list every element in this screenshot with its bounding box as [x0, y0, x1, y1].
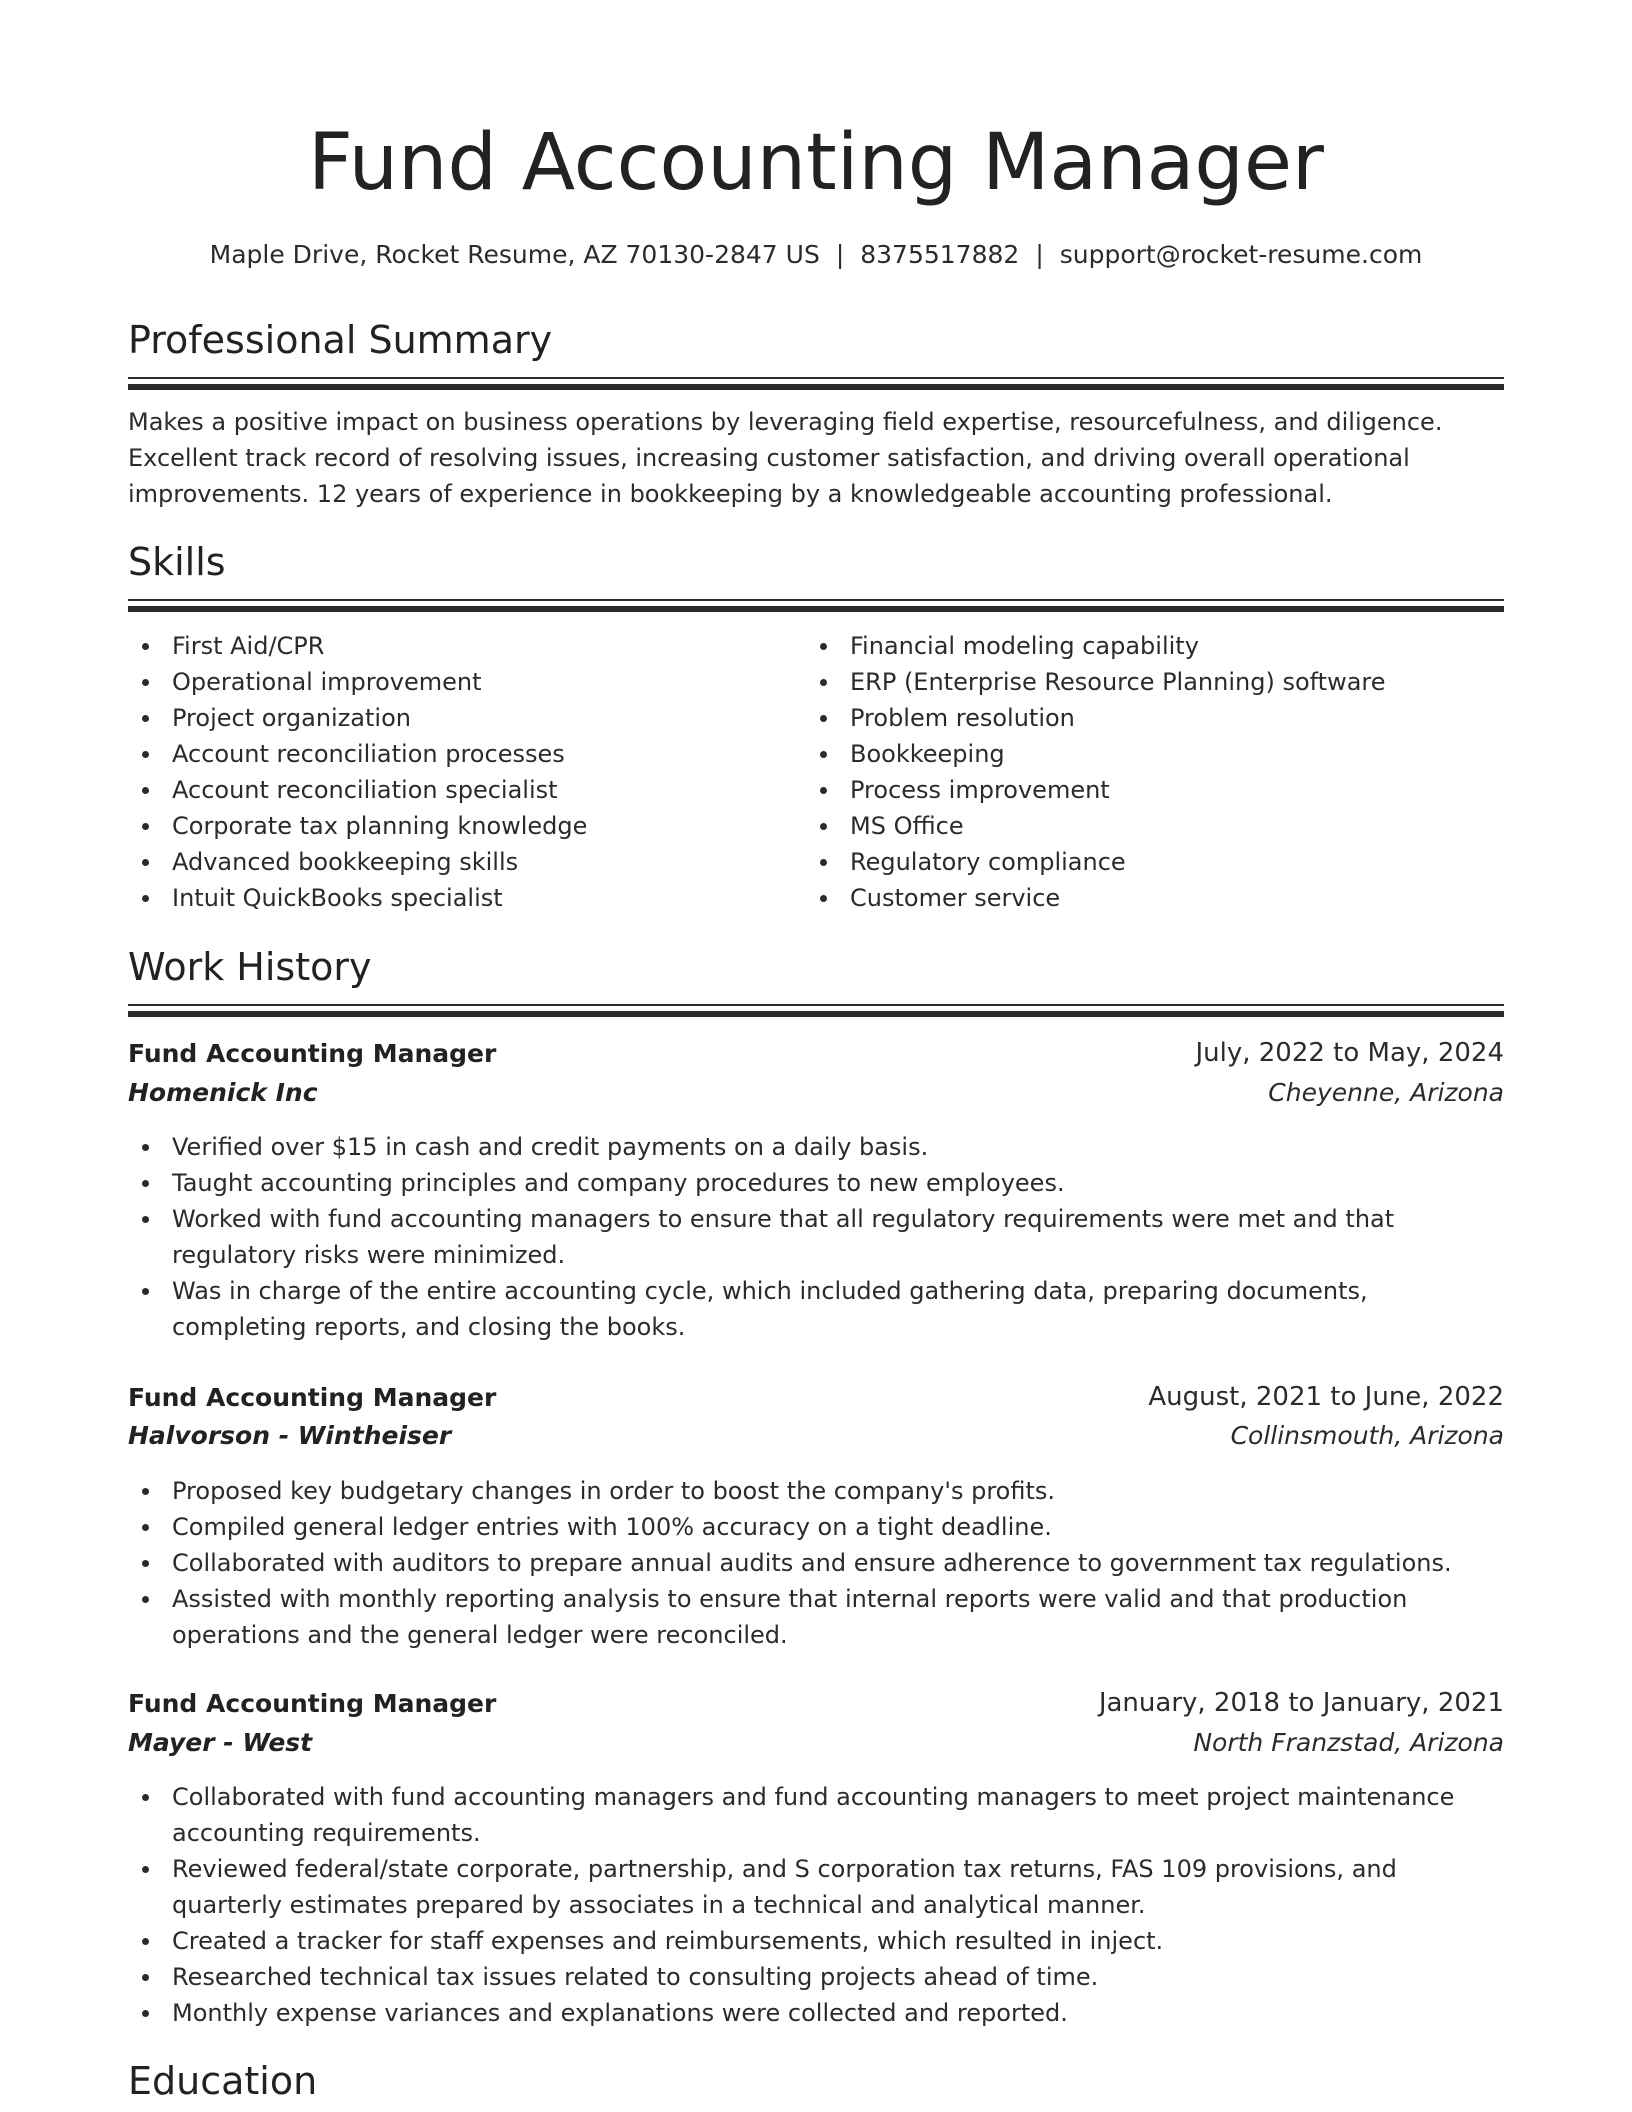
job-bullet: Was in charge of the entire accounting cycle, which included gathering data, preparing documents, completing reports, and closing the books.	[128, 1273, 1504, 1345]
contact-phone: 8375517882	[860, 240, 1020, 269]
job-bullet: Proposed key budgetary changes in order to boost the company's profits.	[128, 1473, 1504, 1509]
skill-item: Corporate tax planning knowledge	[128, 808, 788, 844]
job-bullet: Compiled general ledger entries with 100% accuracy on a tight deadline.	[128, 1509, 1504, 1545]
job-bullet: Researched technical tax issues related to consulting projects ahead of time.	[128, 1959, 1504, 1995]
skill-item: Financial modeling capability	[806, 628, 1466, 664]
job-company: Homenick Inc	[128, 1078, 318, 1107]
section-divider	[128, 599, 1504, 612]
job-bullets	[128, 1779, 1504, 2031]
skill-item: Problem resolution	[806, 700, 1466, 736]
job-location: North Franzstad, Arizona	[1193, 1728, 1504, 1757]
candidate-name: Fund Accounting Manager	[307, 118, 1325, 208]
job-bullet: Verified over $15 in cash and credit payments on a daily basis.	[128, 1129, 1504, 1165]
skill-item: Intuit QuickBooks specialist	[128, 880, 788, 916]
job-bullet: Created a tracker for staff expenses and reimbursements, which resulted in inject.	[128, 1923, 1504, 1959]
skill-item: Account reconciliation specialist	[128, 772, 788, 808]
job-bullet: Taught accounting principles and company procedures to new employees.	[128, 1165, 1504, 1201]
job-location: Cheyenne, Arizona	[1268, 1078, 1504, 1107]
section-title-education: Education	[128, 2059, 318, 2103]
skills-list-right	[806, 628, 1466, 916]
skill-item: First Aid/CPR	[128, 628, 788, 664]
skill-item: Bookkeeping	[806, 736, 1466, 772]
skill-item: ERP (Enterprise Resource Planning) software	[806, 664, 1466, 700]
contact-separator: |	[1035, 240, 1044, 269]
section-divider	[128, 1004, 1504, 1017]
skill-item: Account reconciliation processes	[128, 736, 788, 772]
job-bullet: Collaborated with auditors to prepare annual audits and ensure adherence to government tax regulations.	[128, 1545, 1504, 1581]
job-bullet: Collaborated with fund accounting managers and fund accounting managers to meet project maintenance accounting requirements.	[128, 1779, 1504, 1851]
contact-address: Maple Drive, Rocket Resume, AZ 70130-2847 US	[209, 240, 820, 269]
job-bullets	[128, 1129, 1504, 1345]
section-divider	[128, 377, 1504, 390]
skill-item: Regulatory compliance	[806, 844, 1466, 880]
contact-email: support@rocket-resume.com	[1059, 240, 1423, 269]
job-bullet: Reviewed federal/state corporate, partnership, and S corporation tax returns, FAS 109 provisions, and quarterly estimates prepared by associates in a technical and analytical manner.	[128, 1851, 1504, 1923]
contact-separator: |	[835, 240, 845, 269]
job-company: Halvorson - Wintheiser	[128, 1421, 452, 1450]
job-bullet: Monthly expense variances and explanations were collected and reported.	[128, 1995, 1504, 2031]
job-dates: August, 2021 to June, 2022	[1148, 1382, 1504, 1412]
skills-list-left	[128, 628, 788, 916]
skill-item: Operational improvement	[128, 664, 788, 700]
job-title: Fund Accounting Manager	[128, 1039, 497, 1068]
skill-item: Advanced bookkeeping skills	[128, 844, 788, 880]
skill-item: MS Office	[806, 808, 1466, 844]
job-title: Fund Accounting Manager	[128, 1689, 497, 1718]
job-location: Collinsmouth, Arizona	[1230, 1421, 1504, 1450]
job-dates: January, 2018 to January, 2021	[1098, 1688, 1504, 1718]
skill-item: Project organization	[128, 700, 788, 736]
section-title-skills: Skills	[128, 540, 226, 584]
job-company: Mayer - West	[128, 1728, 313, 1757]
job-bullets	[128, 1473, 1504, 1653]
section-title-work: Work History	[128, 945, 372, 989]
contact-line	[128, 240, 1504, 269]
summary-text: Makes a positive impact on business operations by leveraging field expertise, resourcefulness, and diligence. Excellent track record of resolving issues, increasing customer satisfaction, and driving overall operational improvements. 12 years of experience in bookkeeping by a knowledgeable accounting professional.	[128, 408, 1443, 508]
job-bullet: Assisted with monthly reporting analysis to ensure that internal reports were valid and that production operations and the general ledger were reconciled.	[128, 1581, 1504, 1653]
job-bullet: Worked with fund accounting managers to ensure that all regulatory requirements were met and that regulatory risks were minimized.	[128, 1201, 1504, 1273]
job-title: Fund Accounting Manager	[128, 1383, 497, 1412]
section-title-summary: Professional Summary	[128, 318, 553, 362]
job-dates: July, 2022 to May, 2024	[1195, 1038, 1504, 1068]
skill-item: Customer service	[806, 880, 1466, 916]
skill-item: Process improvement	[806, 772, 1466, 808]
